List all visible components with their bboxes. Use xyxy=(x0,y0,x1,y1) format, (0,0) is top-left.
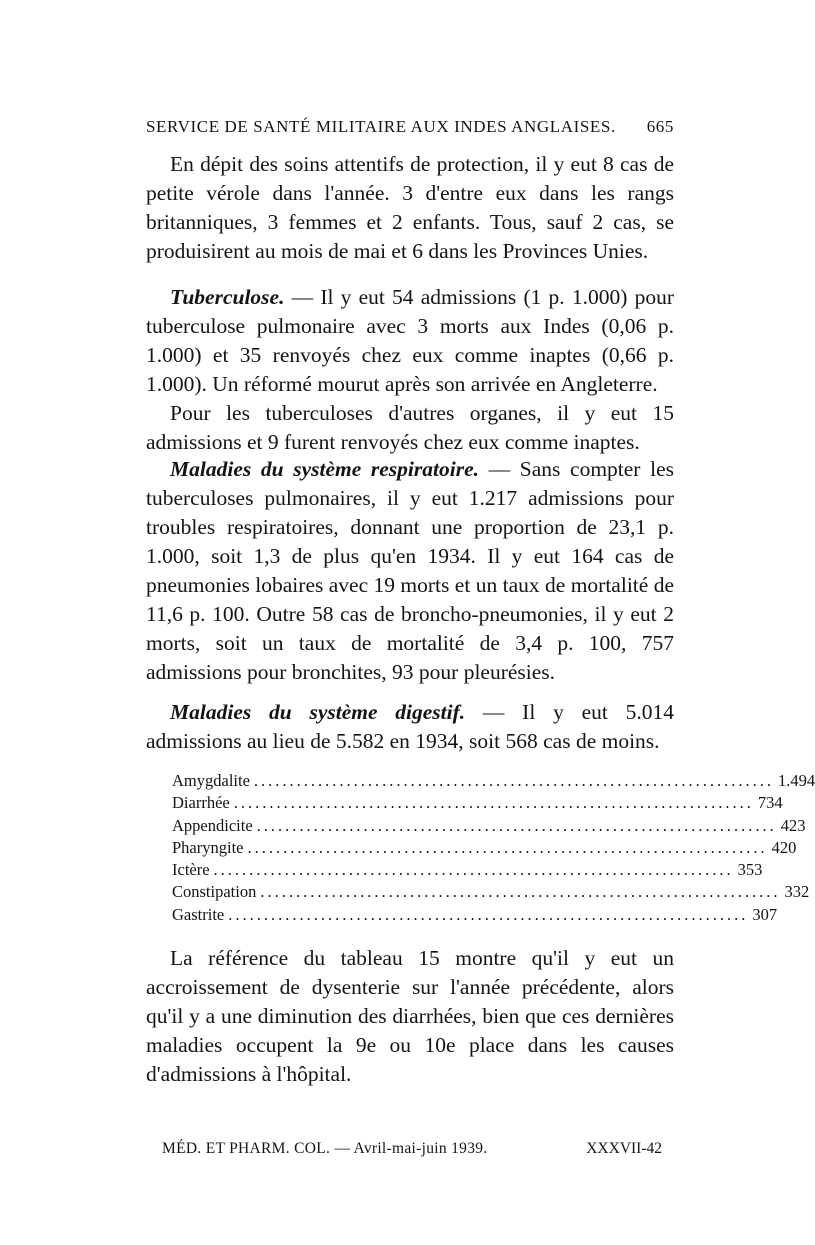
section-text: — Il y eut 54 admissions (1 p. 1.000) pour tuberculose pulmonaire avec 3 morts aux Indes (0,06 p. 1.000) et 35 renvoyés chez eux comme inaptes (0,66 p. 1.000). Un réformé mourut après son arrivée en Angleterre. xyxy=(146,285,674,396)
row-label: Appendicite xyxy=(172,815,253,835)
admissions-table xyxy=(172,770,815,926)
section-heading: Maladies du système respiratoire. xyxy=(170,457,479,481)
section-respiratoire xyxy=(146,455,674,687)
row-label: Constipation xyxy=(172,882,257,902)
row-value: 1.494 xyxy=(778,771,815,790)
row-value: 307 xyxy=(752,904,778,924)
running-header xyxy=(146,117,674,137)
row-value: 420 xyxy=(771,837,797,857)
row-label: Gastrite xyxy=(172,904,225,924)
table-row xyxy=(172,792,783,814)
leader-dots: ......................................................................... xyxy=(247,837,768,857)
paragraph-smallpox xyxy=(146,150,674,266)
page-footer xyxy=(162,1140,662,1158)
leader-dots: ......................................................................... xyxy=(253,771,775,790)
header-title: SERVICE DE SANTÉ MILITAIRE AUX INDES ANGLAISES. xyxy=(146,117,616,136)
row-value: 423 xyxy=(780,815,806,835)
row-value: 332 xyxy=(784,882,810,902)
leader-dots: ......................................................................... xyxy=(256,815,777,835)
table-row xyxy=(172,859,763,881)
row-label: Diarrhée xyxy=(172,793,230,813)
section-heading: Tuberculose. xyxy=(170,285,285,309)
table-row xyxy=(172,904,778,926)
section-heading: Maladies du système digestif. xyxy=(170,700,466,724)
paragraph-text xyxy=(146,455,674,687)
row-label: Ictère xyxy=(172,860,210,880)
section-tuberculose xyxy=(146,283,674,457)
leader-dots: ......................................................................... xyxy=(213,860,734,880)
section-text: — Il y eut 5.014 admissions au lieu de 5.582 en 1934, soit 568 cas de moins. xyxy=(146,700,674,753)
leader-dots: ......................................................................... xyxy=(228,904,749,924)
footer-signature: XXXVII-42 xyxy=(586,1140,662,1157)
paragraph-text xyxy=(146,698,674,756)
table-row xyxy=(172,770,815,792)
section-text: — Sans compter les tuberculoses pulmonaires, il y eut 1.217 admissions pour troubles respiratoires, donnant une proportion de 23,1 p. 1.000, soit 1,3 de plus qu'en 1934. Il y eut 164 cas de pneumonies lobaires avec 19 morts et un taux de mortalité de 11,6 p. 100. Outre 58 cas de broncho-pneumonies, il y eut 2 morts, soit un taux de mortalité de 3,4 p. 100, 757 admissions pour bronchites, 93 pour pleurésies. xyxy=(146,457,674,684)
footer-source: MÉD. ET PHARM. COL. — Avril-mai-juin 1939. xyxy=(162,1140,488,1157)
table-row xyxy=(172,815,806,837)
leader-dots: ......................................................................... xyxy=(260,882,781,902)
row-value: 734 xyxy=(757,793,783,813)
leader-dots: ......................................................................... xyxy=(233,793,754,813)
table-row xyxy=(172,881,810,903)
row-label: Pharyngite xyxy=(172,837,244,857)
paragraph-text: La référence du tableau 15 montre qu'il y eut un accroissement de dysenterie sur l'année précédente, alors qu'il y a une diminution des diarrhées, bien que ces dernières maladies occupent la 9e ou 10e place dans les causes d'admissions à l'hôpital. xyxy=(146,946,674,1086)
row-label: Amygdalite xyxy=(172,771,250,790)
page-number: 665 xyxy=(646,117,674,136)
paragraph-text: En dépit des soins attentifs de protection, il y eut 8 cas de petite vérole dans l'année. 3 d'entre eux dans les rangs britanniques, 3 femmes et 2 enfants. Tous, sauf 2 cas, se produisirent au mois de mai et 6 dans les Provinces Unies. xyxy=(146,152,674,263)
row-value: 353 xyxy=(737,860,763,880)
table-row xyxy=(172,837,797,859)
section-digestif xyxy=(146,698,674,756)
paragraph-dysenterie xyxy=(146,944,674,1089)
paragraph-text: Pour les tuberculoses d'autres organes, il y eut 15 admissions et 9 furent renvoyés chez eux comme inaptes. xyxy=(146,401,674,454)
paragraph-text xyxy=(146,283,674,399)
